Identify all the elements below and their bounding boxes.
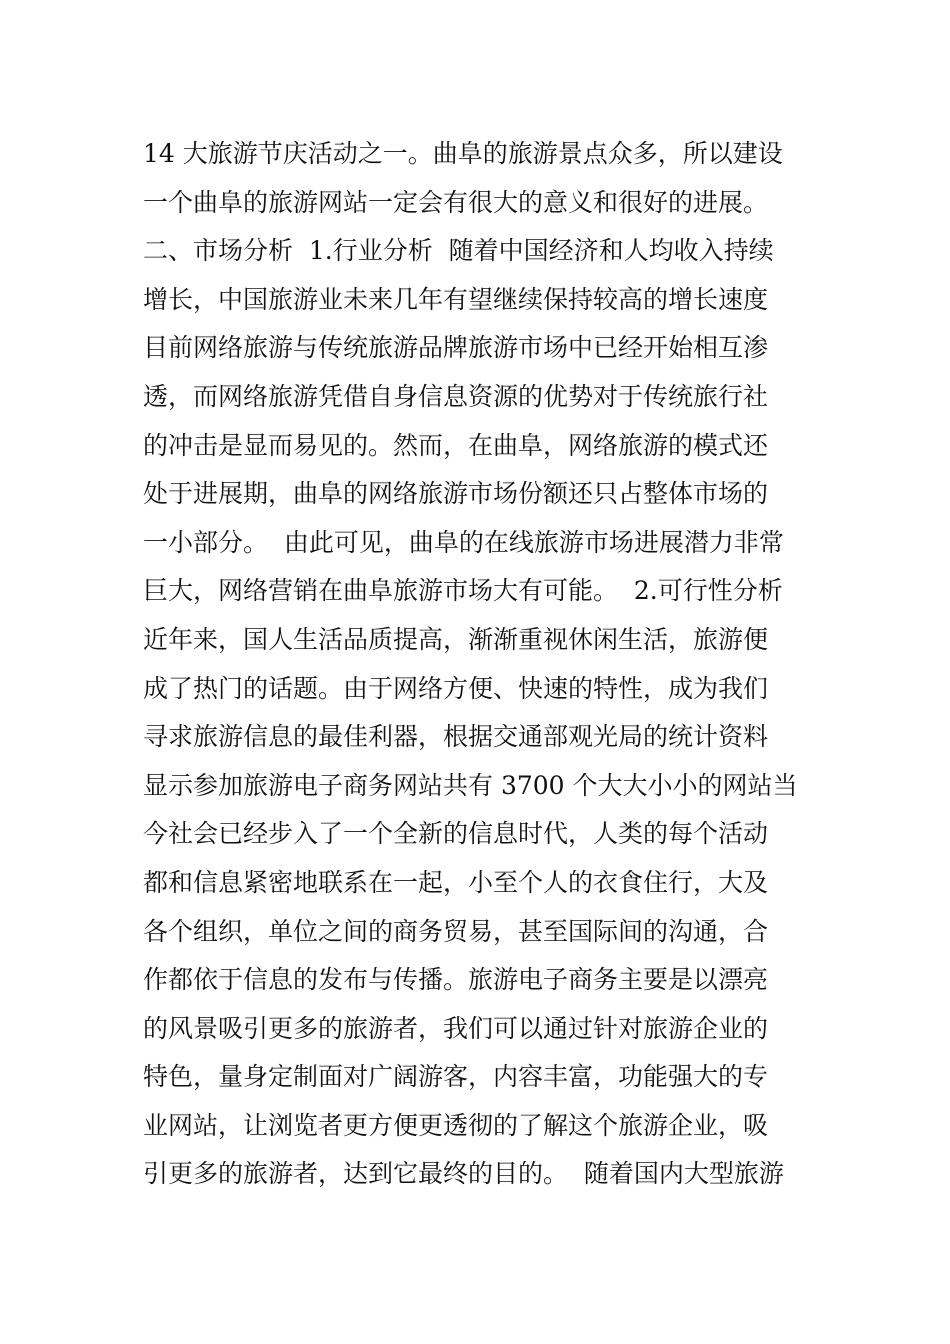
text-line: 一小部分。 由此可见，曲阜的在线旅游市场进展潜力非常: [143, 527, 784, 557]
text-line: 处于进展期，曲阜的网络旅游市场份额还只占整体市场的: [143, 479, 769, 509]
text-line: 都和信息紧密地联系在一起，小至个人的衣食住行，大及: [143, 867, 769, 897]
text-line: 巨大，网络营销在曲阜旅游市场大有可能。 2.可行性分析: [143, 576, 783, 606]
text-line: 各个组织，单位之间的商务贸易，甚至国际间的沟通，合: [143, 916, 769, 946]
body-text: [143, 130, 813, 1199]
text-line: 二、市场分析 1.行业分析 随着中国经济和人均收入持续: [143, 236, 774, 266]
text-line: 增长，中国旅游业未来几年有望继续保持较高的增长速度: [143, 284, 769, 314]
text-line: 引更多的旅游者，达到它最终的目的。 随着国内大型旅游: [143, 1159, 784, 1189]
text-line: 目前网络旅游与传统旅游品牌旅游市场中已经开始相互渗: [143, 333, 769, 363]
text-line: 一个曲阜的旅游网站一定会有很大的意义和很好的进展。: [143, 187, 769, 217]
text-line: 显示参加旅游电子商务网站共有 3700 个大大小小的网站当: [143, 770, 798, 800]
text-line: 作都依于信息的发布与传播。旅游电子商务主要是以漂亮: [143, 965, 769, 995]
text-line: 透，而网络旅游凭借自身信息资源的优势对于传统旅行社: [143, 381, 769, 411]
text-line: 寻求旅游信息的最佳利器，根据交通部观光局的统计资料: [143, 722, 769, 752]
text-line: 今社会已经步入了一个全新的信息时代，人类的每个活动: [143, 819, 769, 849]
text-line: 的冲击是显而易见的。然而，在曲阜，网络旅游的模式还: [143, 430, 769, 460]
text-line: 14 大旅游节庆活动之一。曲阜的旅游景点众多，所以建设: [143, 139, 783, 168]
text-line: 近年来，国人生活品质提高，渐渐重视休闲生活，旅游便: [143, 624, 769, 654]
text-line: 的风景吸引更多的旅游者，我们可以通过针对旅游企业的: [143, 1013, 769, 1043]
text-line: 业网站，让浏览者更方便更透彻的了解这个旅游企业，吸: [143, 1110, 769, 1140]
text-line: 特色，量身定制面对广阔游客，内容丰富，功能强大的专: [143, 1062, 769, 1092]
text-line: 成了热门的话题。由于网络方便、快速的特性，成为我们: [143, 673, 769, 703]
